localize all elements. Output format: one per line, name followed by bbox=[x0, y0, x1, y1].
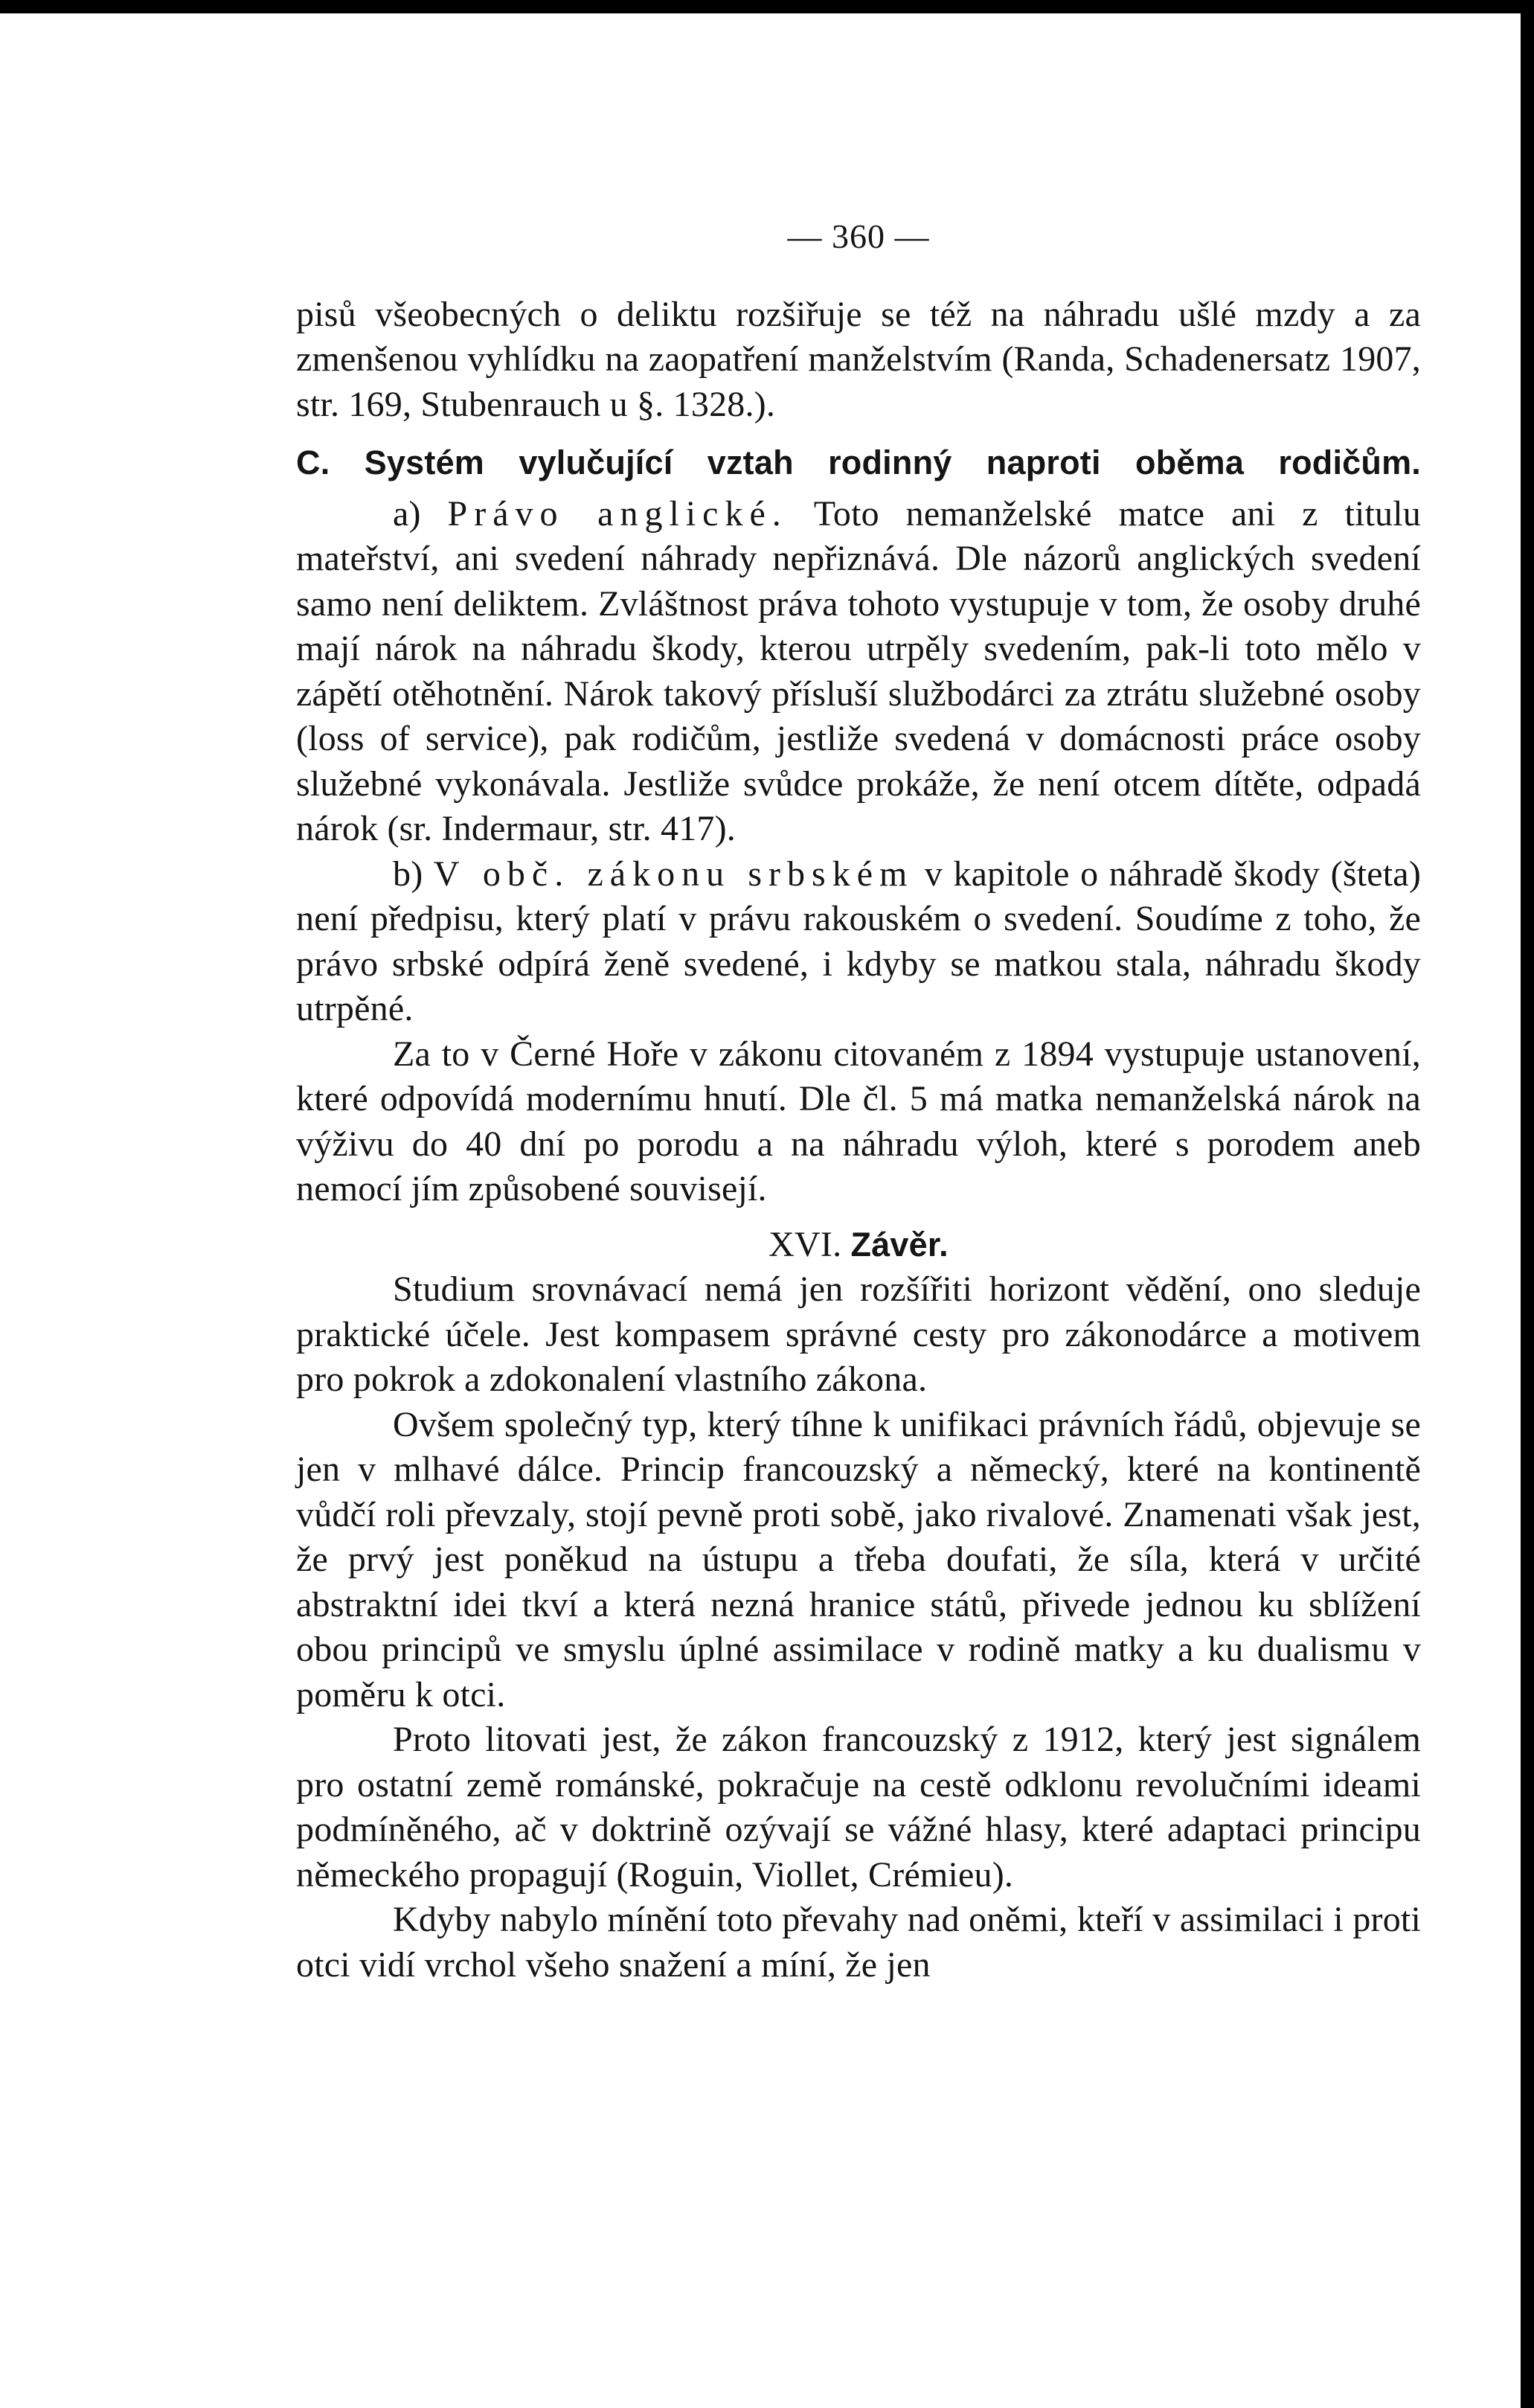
item-label-b: b) bbox=[393, 854, 423, 894]
paragraph-english-law-text: Toto nemanželské matce ani z titulu mateřství, ani svedení náhrady nepřiznává. Dle názorů anglických svedení samo není deliktem. Zvláštnost práva tohoto vystupuje v tom, že osoby druhé mají nárok na náhradu škody, kterou utrpěly svedením, pak-li toto mělo v zápětí otěhotnění. Nárok takový přísluší službodárci za ztrátu služebné osoby (loss of service), pak rodičům, jestliže svedená v domácnosti práce osoby služebné vykonávala. Jestliže svůdce prokáže, že není otcem dítěte, odpadá nárok (sr. Indermaur, str. 417). bbox=[296, 493, 1421, 848]
paragraph-conclusion-2: Ovšem společný typ, který tíhne k unifikaci právních řádů, objevuje se jen v mlhavé dálce. Princip francouzský a německý, které na kontinentě vůdčí roli převzaly, stojí pevně proti sobě, jako rivalové. Znamenati však jest, že prvý jest poněkud na ústupu a třeba doufati, že síla, která v určité abstraktní idei tkví a která nezná hranice států, přivede jednou ku sblížení obou principů ve smyslu úplné assimilace v rodině matky a ku dualismu v poměru k otci. bbox=[296, 1404, 1421, 1714]
paragraph-conclusion-1: Studium srovnávací nemá jen rozšířiti horizont vědění, ono sleduje praktické účele. Jest kompasem správné cesty pro zákonodárce a motivem pro pokrok a zdokonalení vlastního zákona. bbox=[296, 1269, 1421, 1399]
paragraph-montenegro: Za to v Černé Hoře v zákonu citovaném z 1894 vystupuje ustanovení, které odpovídá modernímu hnutí. Dle čl. 5 má matka nemanželská nárok na výživu do 40 dní po porodu a na náhradu výloh, které s porodem aneb nemocí jím způsobené souvisejí. bbox=[296, 1034, 1421, 1208]
paragraph-english-law bbox=[296, 492, 1421, 852]
paragraph-conclusion-3: Proto litovati jest, že zákon francouzský z 1912, který jest signálem pro ostatní země románské, pokračuje na cestě odklonu revolučními ideami podmíněného, ač v doktrině ozývají se vážné hlasy, které adaptaci principu německého propagují (Roguin, Viollet, Crémieu). bbox=[296, 1720, 1421, 1895]
book-page bbox=[0, 13, 1521, 2408]
page-text-block bbox=[296, 214, 1421, 1988]
section-heading-c: C. Systém vylučující vztah rodinný naproti oběma rodičům. bbox=[296, 444, 1421, 481]
paragraph-serbian-law bbox=[296, 852, 1421, 1032]
chapter-numeral: XVI. bbox=[768, 1224, 842, 1264]
item-label-a: a) bbox=[393, 493, 421, 534]
paragraph-continuation: pisů všeobecných o deliktu rozšiřuje se též na náhradu ušlé mzdy a za zmenšenou vyhlídku na zaopatření manželstvím (Randa, Schadenersatz 1907, str. 169, Stubenrauch u §. 1328.). bbox=[296, 294, 1421, 424]
chapter-title: Závěr. bbox=[850, 1225, 949, 1264]
spaced-term-serbian-law: V obč. zákonu srbském bbox=[433, 854, 914, 894]
chapter-heading bbox=[296, 1223, 1421, 1268]
paragraph-conclusion-4: Kdyby nabylo mínění toto převahy nad oněmi, kteří v assimilaci i proti otci vidí vrchol všeho snažení a míní, že jen bbox=[296, 1900, 1421, 1985]
paragraph-serbian-law-text: v kapitole o náhradě škody (šteta) není předpisu, který platí v právu rakouském o svedení. Soudíme z toho, že právo srbské odpírá ženě svedené, i kdyby se matkou stala, náhradu škody utrpěné. bbox=[296, 854, 1421, 1028]
page-number: — 360 — bbox=[787, 217, 930, 255]
spaced-term-english-law: Právo anglické. bbox=[447, 493, 788, 534]
